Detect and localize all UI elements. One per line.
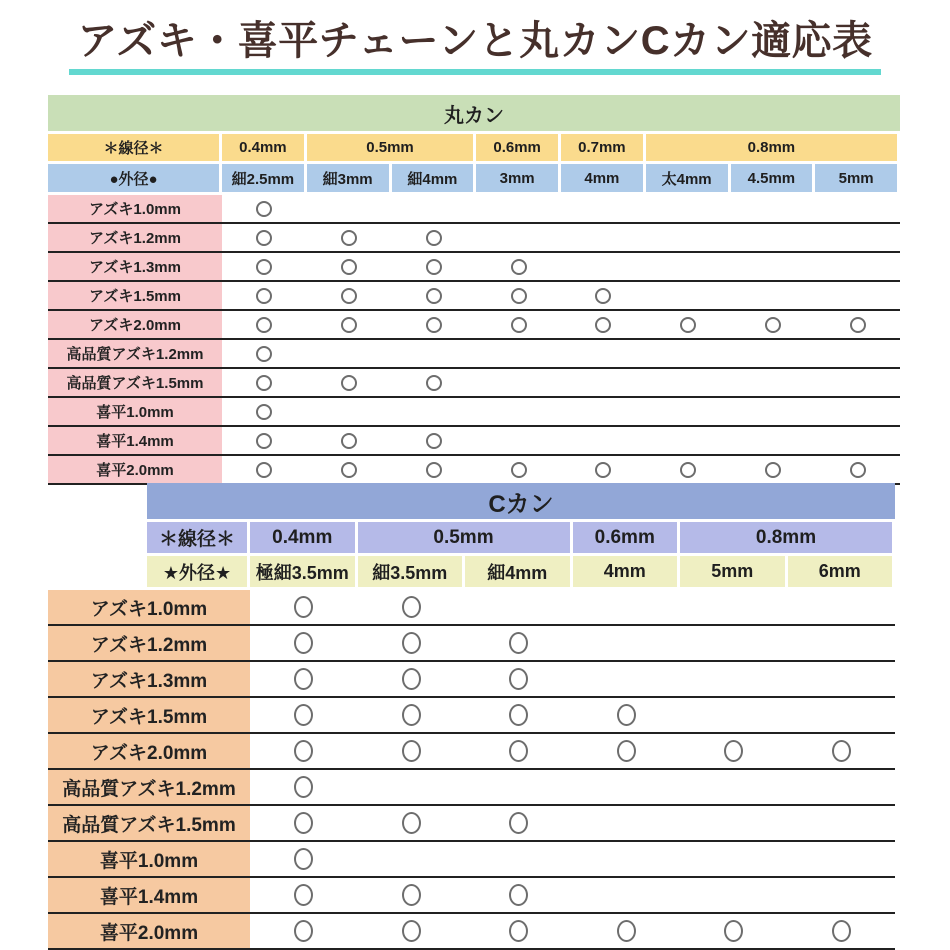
mark-cell bbox=[680, 626, 788, 660]
circle-mark bbox=[850, 317, 866, 333]
table-row bbox=[48, 914, 895, 950]
mark-cell bbox=[222, 369, 307, 396]
mark-cell bbox=[815, 253, 900, 280]
mark-cell bbox=[465, 626, 573, 660]
mark-cell bbox=[358, 806, 466, 840]
mark-cell bbox=[250, 806, 358, 840]
mark-cell bbox=[392, 195, 477, 222]
mark-cell bbox=[307, 456, 392, 483]
mark-cell bbox=[392, 282, 477, 309]
circle-mark bbox=[256, 317, 272, 333]
mark-cell bbox=[788, 590, 896, 624]
circle-mark bbox=[341, 462, 357, 478]
row-label: アズキ1.0mm bbox=[48, 590, 250, 624]
mark-cell bbox=[476, 253, 561, 280]
circle-mark bbox=[256, 346, 272, 362]
circle-mark bbox=[402, 920, 421, 942]
table-row bbox=[48, 456, 900, 485]
mark-cell bbox=[250, 878, 358, 912]
row-label: アズキ1.0mm bbox=[48, 195, 222, 222]
mark-cell bbox=[307, 224, 392, 251]
mark-cell bbox=[307, 369, 392, 396]
circle-mark bbox=[402, 884, 421, 906]
mark-cell bbox=[731, 456, 816, 483]
mark-cell bbox=[815, 282, 900, 309]
row-label: 喜平1.0mm bbox=[48, 398, 222, 425]
mark-cell bbox=[788, 842, 896, 876]
row-label: アズキ1.5mm bbox=[48, 698, 250, 732]
mark-cell bbox=[307, 340, 392, 367]
circle-mark bbox=[595, 317, 611, 333]
table-row bbox=[48, 878, 895, 914]
table-row bbox=[48, 253, 900, 282]
mark-cell bbox=[731, 195, 816, 222]
circle-mark bbox=[511, 462, 527, 478]
wire-diameter-cell: 0.4mm bbox=[222, 134, 304, 161]
mark-cell bbox=[573, 770, 681, 804]
mark-cell bbox=[646, 398, 731, 425]
circle-mark bbox=[426, 288, 442, 304]
mark-cell bbox=[392, 398, 477, 425]
mark-cell bbox=[561, 369, 646, 396]
mark-cell bbox=[815, 340, 900, 367]
mark-cell bbox=[788, 698, 896, 732]
mark-cell bbox=[573, 734, 681, 768]
mark-cell bbox=[680, 806, 788, 840]
row-label: 喜平2.0mm bbox=[48, 456, 222, 483]
mark-cell bbox=[680, 842, 788, 876]
circle-mark bbox=[617, 704, 636, 726]
row-label: 高品質アズキ1.2mm bbox=[48, 770, 250, 804]
circle-mark bbox=[294, 884, 313, 906]
table-row bbox=[48, 698, 895, 734]
table-row bbox=[48, 806, 895, 842]
circle-mark bbox=[595, 288, 611, 304]
circle-mark bbox=[509, 704, 528, 726]
circle-mark bbox=[832, 920, 851, 942]
mark-cell bbox=[646, 369, 731, 396]
row-label: 喜平1.4mm bbox=[48, 878, 250, 912]
mark-cell bbox=[573, 590, 681, 624]
row-label: 高品質アズキ1.5mm bbox=[48, 806, 250, 840]
circle-mark bbox=[426, 259, 442, 275]
mark-cell bbox=[573, 842, 681, 876]
mark-cell bbox=[573, 698, 681, 732]
circle-mark bbox=[511, 317, 527, 333]
ckan-table bbox=[48, 483, 895, 950]
circle-mark bbox=[680, 462, 696, 478]
mark-cell bbox=[358, 590, 466, 624]
mark-cell bbox=[731, 340, 816, 367]
circle-mark bbox=[256, 375, 272, 391]
circle-mark bbox=[832, 740, 851, 762]
row-label: アズキ2.0mm bbox=[48, 734, 250, 768]
row-label: 喜平1.4mm bbox=[48, 427, 222, 454]
mark-cell bbox=[250, 842, 358, 876]
circle-mark bbox=[294, 848, 313, 870]
mark-cell bbox=[392, 224, 477, 251]
mark-cell bbox=[476, 195, 561, 222]
row-label: 高品質アズキ1.5mm bbox=[48, 369, 222, 396]
circle-mark bbox=[509, 920, 528, 942]
circle-mark bbox=[256, 404, 272, 420]
circle-mark bbox=[402, 632, 421, 654]
mark-cell bbox=[788, 662, 896, 696]
mark-cell bbox=[465, 698, 573, 732]
mark-cell bbox=[358, 698, 466, 732]
mark-cell bbox=[392, 456, 477, 483]
row-label: アズキ1.3mm bbox=[48, 662, 250, 696]
mark-cell bbox=[788, 914, 896, 948]
mark-cell bbox=[250, 770, 358, 804]
circle-mark bbox=[402, 668, 421, 690]
mark-cell bbox=[731, 224, 816, 251]
mark-cell bbox=[731, 398, 816, 425]
table-row bbox=[48, 195, 900, 224]
mark-cell bbox=[646, 340, 731, 367]
mark-cell bbox=[250, 590, 358, 624]
table-row bbox=[48, 770, 895, 806]
mark-cell bbox=[307, 195, 392, 222]
circle-mark bbox=[765, 317, 781, 333]
mark-cell bbox=[476, 369, 561, 396]
mark-cell bbox=[561, 282, 646, 309]
mark-cell bbox=[465, 770, 573, 804]
mark-cell bbox=[788, 878, 896, 912]
circle-mark bbox=[595, 462, 611, 478]
mark-cell bbox=[573, 626, 681, 660]
circle-mark bbox=[617, 740, 636, 762]
mark-cell bbox=[680, 770, 788, 804]
mark-cell bbox=[222, 253, 307, 280]
mark-cell bbox=[646, 427, 731, 454]
circle-mark bbox=[724, 740, 743, 762]
mark-cell bbox=[680, 734, 788, 768]
circle-mark bbox=[294, 632, 313, 654]
mark-cell bbox=[561, 311, 646, 338]
mark-cell bbox=[646, 282, 731, 309]
mark-cell bbox=[815, 311, 900, 338]
table-row bbox=[48, 662, 895, 698]
circle-mark bbox=[509, 740, 528, 762]
circle-mark bbox=[294, 596, 313, 618]
circle-mark bbox=[294, 704, 313, 726]
table-row bbox=[48, 626, 895, 662]
mark-cell bbox=[250, 662, 358, 696]
circle-mark bbox=[294, 668, 313, 690]
mark-cell bbox=[392, 311, 477, 338]
table-row bbox=[48, 369, 900, 398]
wire-diameter-cell: 0.5mm bbox=[358, 522, 570, 553]
mark-cell bbox=[815, 456, 900, 483]
mark-cell bbox=[307, 311, 392, 338]
circle-mark bbox=[426, 433, 442, 449]
circle-mark bbox=[256, 288, 272, 304]
row-label: アズキ2.0mm bbox=[48, 311, 222, 338]
circle-mark bbox=[294, 740, 313, 762]
table-row bbox=[48, 340, 900, 369]
circle-mark bbox=[294, 776, 313, 798]
mark-cell bbox=[307, 282, 392, 309]
outer-diameter-cell: 細3.5mm bbox=[358, 556, 463, 587]
circle-mark bbox=[426, 375, 442, 391]
outer-diameter-cell: 細3mm bbox=[307, 164, 389, 192]
outer-diameter-cell: 4mm bbox=[573, 556, 678, 587]
mark-cell bbox=[731, 282, 816, 309]
mark-cell bbox=[465, 842, 573, 876]
mark-cell bbox=[561, 195, 646, 222]
mark-cell bbox=[222, 282, 307, 309]
mark-cell bbox=[307, 427, 392, 454]
wire-diameter-header-label: ＊線径＊ bbox=[48, 134, 219, 161]
mark-cell bbox=[358, 842, 466, 876]
circle-mark bbox=[341, 375, 357, 391]
circle-mark bbox=[341, 230, 357, 246]
circle-mark bbox=[617, 920, 636, 942]
mark-cell bbox=[250, 698, 358, 732]
page-title: アズキ・喜平チェーンと丸カンCカン適応表 bbox=[69, 16, 880, 75]
mark-cell bbox=[731, 311, 816, 338]
mark-cell bbox=[358, 914, 466, 948]
mark-cell bbox=[358, 878, 466, 912]
mark-cell bbox=[476, 456, 561, 483]
mark-cell bbox=[646, 456, 731, 483]
mark-cell bbox=[573, 914, 681, 948]
mark-cell bbox=[476, 398, 561, 425]
mark-cell bbox=[646, 195, 731, 222]
row-label: 喜平1.0mm bbox=[48, 842, 250, 876]
mark-cell bbox=[250, 734, 358, 768]
mark-cell bbox=[731, 427, 816, 454]
mark-cell bbox=[392, 369, 477, 396]
mark-cell bbox=[646, 253, 731, 280]
mark-cell bbox=[680, 662, 788, 696]
outer-diameter-cell: 太4mm bbox=[646, 164, 728, 192]
mark-cell bbox=[358, 770, 466, 804]
outer-diameter-cell: 6mm bbox=[788, 556, 893, 587]
wire-diameter-cell: 0.8mm bbox=[680, 522, 892, 553]
circle-mark bbox=[509, 632, 528, 654]
outer-diameter-cell: 3mm bbox=[476, 164, 558, 192]
outer-diameter-cell: 細4mm bbox=[392, 164, 474, 192]
mark-cell bbox=[222, 340, 307, 367]
mark-cell bbox=[476, 427, 561, 454]
mark-cell bbox=[465, 806, 573, 840]
mark-cell bbox=[561, 340, 646, 367]
mark-cell bbox=[573, 806, 681, 840]
mark-cell bbox=[392, 340, 477, 367]
mark-cell bbox=[465, 914, 573, 948]
mark-cell bbox=[465, 662, 573, 696]
row-label: アズキ1.2mm bbox=[48, 626, 250, 660]
wire-diameter-cell: 0.6mm bbox=[573, 522, 678, 553]
mark-cell bbox=[731, 369, 816, 396]
circle-mark bbox=[341, 288, 357, 304]
row-label: アズキ1.3mm bbox=[48, 253, 222, 280]
marukan-table bbox=[48, 95, 900, 485]
circle-mark bbox=[426, 462, 442, 478]
wire-diameter-cell: 0.8mm bbox=[646, 134, 897, 161]
mark-cell bbox=[476, 282, 561, 309]
circle-mark bbox=[765, 462, 781, 478]
mark-cell bbox=[222, 456, 307, 483]
mark-cell bbox=[573, 662, 681, 696]
mark-cell bbox=[561, 398, 646, 425]
circle-mark bbox=[402, 596, 421, 618]
mark-cell bbox=[476, 224, 561, 251]
table-row bbox=[48, 734, 895, 770]
mark-cell bbox=[465, 590, 573, 624]
row-label: アズキ1.2mm bbox=[48, 224, 222, 251]
mark-cell bbox=[476, 340, 561, 367]
outer-diameter-cell: 細4mm bbox=[465, 556, 570, 587]
mark-cell bbox=[476, 311, 561, 338]
circle-mark bbox=[426, 230, 442, 246]
table-row bbox=[48, 842, 895, 878]
mark-cell bbox=[815, 195, 900, 222]
table-row bbox=[48, 398, 900, 427]
wire-diameter-header-label: ＊線径＊ bbox=[147, 522, 247, 553]
mark-cell bbox=[646, 224, 731, 251]
mark-cell bbox=[680, 590, 788, 624]
mark-cell bbox=[358, 626, 466, 660]
circle-mark bbox=[511, 288, 527, 304]
table-row bbox=[48, 311, 900, 340]
wire-diameter-row bbox=[147, 522, 895, 553]
mark-cell bbox=[680, 878, 788, 912]
circle-mark bbox=[402, 704, 421, 726]
circle-mark bbox=[509, 668, 528, 690]
table-row bbox=[48, 282, 900, 311]
circle-mark bbox=[294, 920, 313, 942]
mark-cell bbox=[392, 253, 477, 280]
table-row bbox=[48, 590, 895, 626]
table-row bbox=[48, 224, 900, 253]
mark-cell bbox=[561, 224, 646, 251]
wire-diameter-cell: 0.6mm bbox=[476, 134, 558, 161]
row-label: 高品質アズキ1.2mm bbox=[48, 340, 222, 367]
circle-mark bbox=[256, 433, 272, 449]
mark-cell bbox=[680, 914, 788, 948]
circle-mark bbox=[294, 812, 313, 834]
circle-mark bbox=[402, 812, 421, 834]
wire-diameter-cell: 0.4mm bbox=[250, 522, 355, 553]
mark-cell bbox=[222, 224, 307, 251]
mark-cell bbox=[815, 427, 900, 454]
circle-mark bbox=[256, 462, 272, 478]
outer-diameter-header-label: ★外径★ bbox=[147, 556, 247, 587]
outer-diameter-cell: 4.5mm bbox=[731, 164, 813, 192]
row-label: 喜平2.0mm bbox=[48, 914, 250, 948]
mark-cell bbox=[561, 456, 646, 483]
wire-diameter-cell: 0.5mm bbox=[307, 134, 474, 161]
mark-cell bbox=[358, 662, 466, 696]
mark-cell bbox=[392, 427, 477, 454]
wire-diameter-row bbox=[48, 134, 900, 161]
mark-cell bbox=[561, 253, 646, 280]
mark-cell bbox=[788, 734, 896, 768]
circle-mark bbox=[256, 201, 272, 217]
circle-mark bbox=[850, 462, 866, 478]
mark-cell bbox=[307, 253, 392, 280]
mark-cell bbox=[646, 311, 731, 338]
wire-diameter-cell: 0.7mm bbox=[561, 134, 643, 161]
circle-mark bbox=[426, 317, 442, 333]
mark-cell bbox=[815, 398, 900, 425]
mark-cell bbox=[561, 427, 646, 454]
circle-mark bbox=[341, 317, 357, 333]
mark-cell bbox=[788, 770, 896, 804]
outer-diameter-cell: 5mm bbox=[680, 556, 785, 587]
mark-cell bbox=[250, 914, 358, 948]
marukan-banner: 丸カン bbox=[48, 95, 900, 131]
outer-diameter-cell: 4mm bbox=[561, 164, 643, 192]
row-label: アズキ1.5mm bbox=[48, 282, 222, 309]
outer-diameter-row bbox=[48, 164, 900, 192]
circle-mark bbox=[341, 259, 357, 275]
circle-mark bbox=[724, 920, 743, 942]
circle-mark bbox=[511, 259, 527, 275]
circle-mark bbox=[402, 740, 421, 762]
circle-mark bbox=[256, 230, 272, 246]
ckan-banner: Cカン bbox=[147, 483, 895, 519]
mark-cell bbox=[815, 224, 900, 251]
mark-cell bbox=[222, 311, 307, 338]
outer-diameter-row bbox=[147, 556, 895, 587]
circle-mark bbox=[680, 317, 696, 333]
outer-diameter-header-label: ●外径● bbox=[48, 164, 219, 192]
circle-mark bbox=[341, 433, 357, 449]
mark-cell bbox=[250, 626, 358, 660]
mark-cell bbox=[573, 878, 681, 912]
mark-cell bbox=[222, 398, 307, 425]
circle-mark bbox=[509, 812, 528, 834]
mark-cell bbox=[465, 878, 573, 912]
mark-cell bbox=[358, 734, 466, 768]
mark-cell bbox=[788, 806, 896, 840]
outer-diameter-cell: 5mm bbox=[815, 164, 897, 192]
mark-cell bbox=[307, 398, 392, 425]
mark-cell bbox=[788, 626, 896, 660]
mark-cell bbox=[222, 195, 307, 222]
title-wrap bbox=[0, 0, 950, 75]
mark-cell bbox=[731, 253, 816, 280]
mark-cell bbox=[465, 734, 573, 768]
outer-diameter-cell: 極細3.5mm bbox=[250, 556, 355, 587]
circle-mark bbox=[509, 884, 528, 906]
table-row bbox=[48, 427, 900, 456]
outer-diameter-cell: 細2.5mm bbox=[222, 164, 304, 192]
mark-cell bbox=[680, 698, 788, 732]
mark-cell bbox=[815, 369, 900, 396]
mark-cell bbox=[222, 427, 307, 454]
circle-mark bbox=[256, 259, 272, 275]
